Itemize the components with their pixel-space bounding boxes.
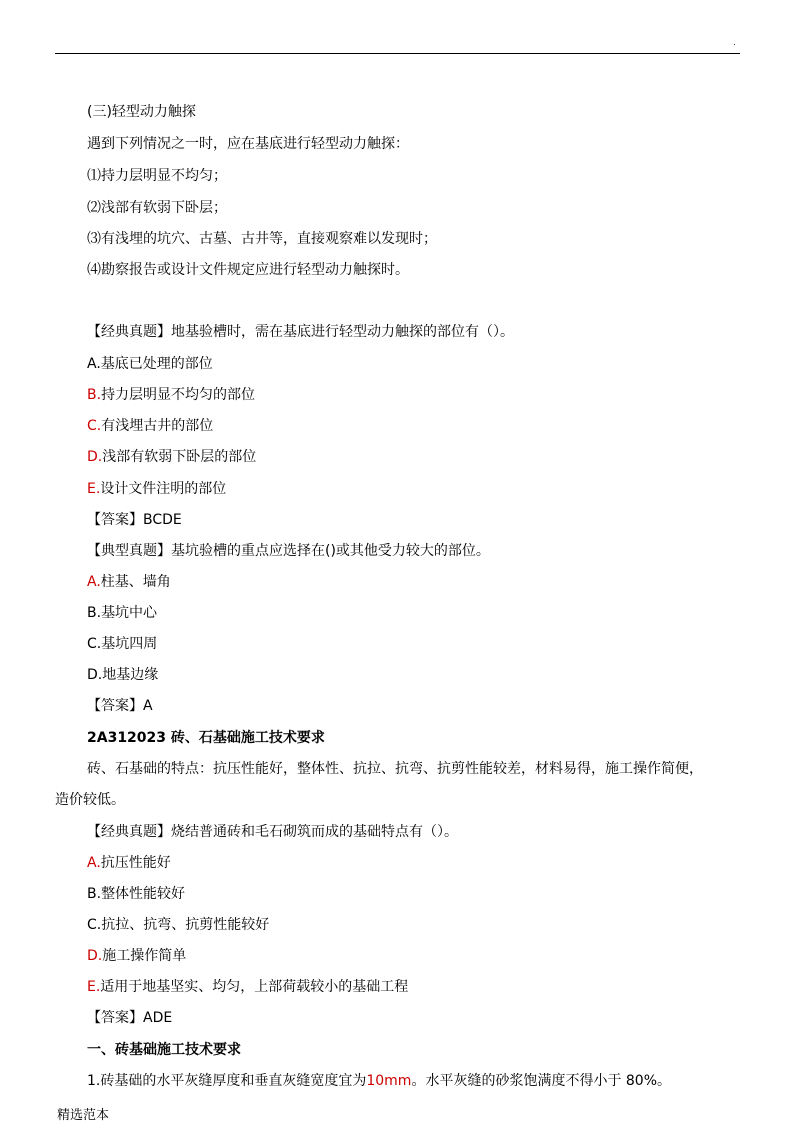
option-letter: A. [87, 855, 101, 871]
option-text: 有浅埋古井的部位 [101, 418, 214, 434]
item-text: 1.砖基础的水平灰缝厚度和垂直灰缝宽度宜为 [87, 1073, 367, 1089]
option-c [87, 634, 157, 654]
option-d [87, 447, 256, 467]
option-letter: E. [87, 979, 101, 995]
option-text: 基坑中心 [101, 605, 158, 621]
option-letter: D. [87, 667, 103, 683]
option-b [87, 385, 255, 405]
option-text: 设计文件注明的部位 [100, 481, 227, 497]
option-letter: B. [87, 387, 102, 403]
option-e [87, 977, 408, 997]
option-c [87, 915, 269, 935]
condition-item: ⑵浅部有软弱下卧层； [87, 200, 227, 216]
brick-item-1 [87, 1071, 671, 1091]
option-b [87, 884, 185, 904]
section-paragraph: 砖、石基础的特点：抗压性能好，整体性、抗拉、抗弯、抗剪性能较差，材料易得，施工操作简便， [87, 761, 703, 777]
option-text: 施工操作简单 [102, 948, 187, 964]
option-text: 抗拉、抗弯、抗剪性能较好 [101, 917, 270, 933]
option-letter: C. [87, 636, 102, 652]
option-text: 柱基、墙角 [100, 574, 171, 590]
option-a [87, 354, 213, 374]
option-text: 整体性能较好 [101, 886, 186, 902]
option-text: 持力层明显不均匀的部位 [101, 387, 256, 403]
condition-item: ⑴持力层明显不均匀； [87, 168, 227, 184]
section-heading-brick: 一、砖基础施工技术要求 [87, 1042, 241, 1058]
option-text: 抗压性能好 [100, 855, 171, 871]
option-a [87, 572, 171, 592]
option-letter: E. [87, 481, 101, 497]
option-text: 浅部有软弱下卧层的部位 [102, 449, 257, 465]
answer-2: 【答案】A [87, 698, 153, 714]
section-title-light-probing: (三)轻型动力触探 [87, 104, 196, 120]
option-letter: D. [87, 449, 103, 465]
section-paragraph-cont: 造价较低。 [55, 792, 125, 808]
highlighted-value: 10mm [366, 1073, 412, 1089]
option-e [87, 479, 226, 499]
item-text: 。水平灰缝的砂浆饱满度不得小于 80%。 [411, 1073, 672, 1089]
condition-item: ⑷勘察报告或设计文件规定应进行轻型动力触探时。 [87, 262, 409, 278]
option-letter: C. [87, 418, 102, 434]
condition-item: ⑶有浅埋的坑穴、古墓、古井等，直接观察难以发现时； [87, 231, 437, 247]
option-text: 地基边缘 [102, 667, 159, 683]
option-letter: A. [87, 356, 101, 372]
option-c [87, 416, 213, 436]
answer-3: 【答案】ADE [87, 1010, 173, 1026]
option-b [87, 603, 157, 623]
option-d [87, 946, 186, 966]
option-d [87, 665, 158, 685]
option-text: 适用于地基坚实、均匀，上部荷载较小的基础工程 [100, 979, 409, 995]
option-letter: B. [87, 605, 102, 621]
option-a [87, 853, 171, 873]
header-rule [55, 53, 740, 54]
option-letter: A. [87, 574, 101, 590]
question-2: 【典型真题】基坑验槽的重点应选择在()或其他受力较大的部位。 [87, 543, 490, 559]
answer-1: 【答案】BCDE [87, 512, 182, 528]
page-footer: 精选范本 [57, 1108, 110, 1123]
option-text: 基坑四周 [101, 636, 158, 652]
question-1: 【经典真题】地基验槽时，需在基底进行轻型动力触探的部位有（）。 [87, 324, 514, 340]
question-3: 【经典真题】烧结普通砖和毛石砌筑而成的基础特点有（）。 [87, 824, 458, 840]
option-letter: C. [87, 917, 102, 933]
section-heading-2a: 2A312023 砖、石基础施工技术要求 [87, 730, 325, 746]
option-letter: D. [87, 948, 103, 964]
section-intro: 遇到下列情况之一时，应在基底进行轻型动力触探： [87, 136, 409, 152]
option-letter: B. [87, 886, 102, 902]
header-dot: . [733, 38, 736, 48]
option-text: 基底已处理的部位 [100, 356, 213, 372]
